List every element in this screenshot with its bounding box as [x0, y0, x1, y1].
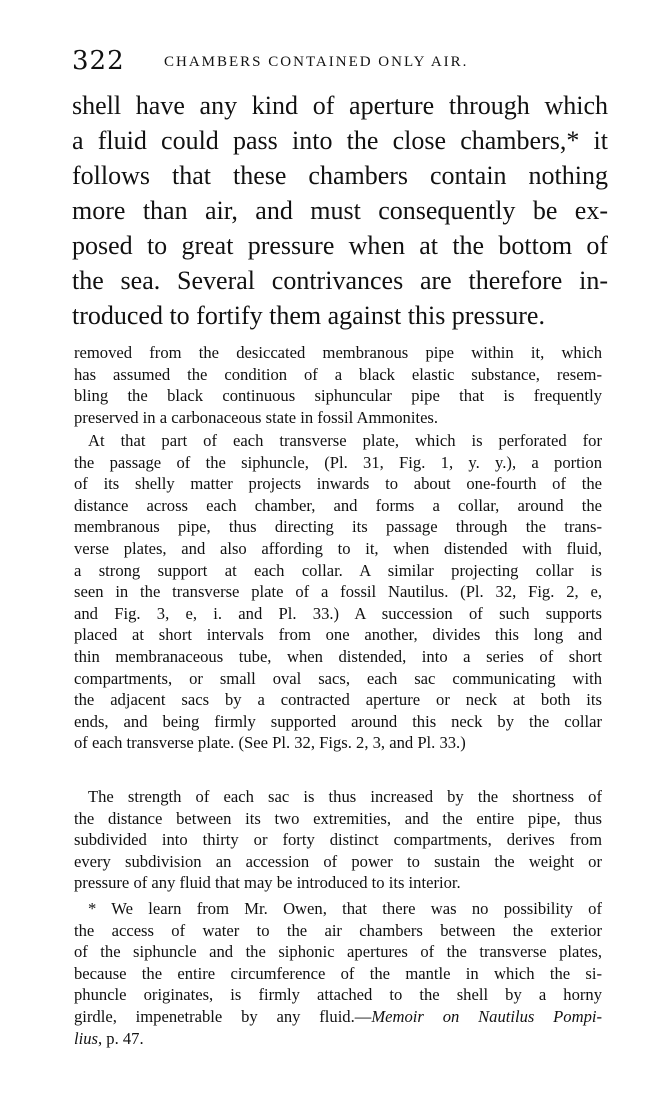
- note-line: subdivided into thirty or forty distinct compartments, derives from: [74, 830, 602, 850]
- main-text-line: more than air, and must consequently be ex-: [72, 196, 608, 225]
- note-line: a strong support at each collar. A similar projecting collar is: [74, 560, 602, 580]
- note-line: the distance between its two extremities, and the entire pipe, thus: [74, 808, 602, 828]
- footnote-line: of the siphuncle and the siphonic apertures of the transverse plates,: [74, 942, 602, 962]
- note-line: of each transverse plate. (See Pl. 32, Figs. 2, 3, and Pl. 33.): [74, 733, 466, 753]
- footnote-line: [74, 1028, 602, 1050]
- main-text-line: shell have any kind of aperture through which: [72, 91, 608, 120]
- note-line: distance across each chamber, and forms a collar, around the: [74, 495, 602, 515]
- note-line: every subdivision an accession of power to sustain the weight or: [74, 851, 602, 871]
- note-line: preserved in a carbonaceous state in fossil Ammonites.: [74, 407, 439, 427]
- footnote-line: phuncle originates, is firmly attached to the shell by a horny: [74, 985, 602, 1005]
- note-line: pressure of any fluid that may be introduced to its interior.: [74, 873, 461, 893]
- page-header: [72, 44, 612, 80]
- main-text-line: posed to great pressure when at the bottom of: [72, 231, 608, 260]
- note-line: of its shelly matter projects inwards to about one-fourth of the: [74, 474, 602, 494]
- footnote-line: [74, 1006, 602, 1028]
- note-line: seen in the transverse plate of a fossil Nautilus. (Pl. 32, Fig. 2, e,: [74, 582, 602, 602]
- citation-title: Memoir on Nautilus Pompi-: [371, 1006, 602, 1026]
- note-line: At that part of each transverse plate, which is perforated for: [88, 431, 602, 450]
- page-number: 322: [72, 46, 125, 76]
- citation-page: , p. 47.: [97, 1028, 144, 1048]
- main-text-line: troduced to fortify them against this pressure.: [72, 301, 545, 330]
- footnote-line: because the entire circumference of the mantle in which the si-: [74, 963, 602, 983]
- main-text-line: the sea. Several contrivances are therefore in-: [72, 266, 608, 295]
- footnote: [74, 898, 602, 1049]
- footnote-line: * We learn from Mr. Owen, that there was no possibility of: [88, 899, 602, 918]
- citation-title: lius: [74, 1028, 98, 1048]
- note-line: verse plates, and also affording to it, when distended with fluid,: [74, 538, 602, 558]
- note-line: bling the black continuous siphuncular pipe that is frequently: [74, 386, 602, 406]
- note-line: has assumed the condition of a black elastic substance, resem-: [74, 364, 602, 384]
- note-line: the adjacent sacs by a contracted aperture or neck at both its: [74, 690, 602, 710]
- note-paragraph-3: [74, 786, 602, 894]
- note-line: The strength of each sac is thus increased by the shortness of: [88, 787, 602, 806]
- note-line: membranous pipe, thus directing its passage through the trans-: [74, 517, 602, 537]
- main-text: [72, 88, 608, 333]
- note-line: ends, and being firmly supported around this neck by the collar: [74, 711, 602, 731]
- note-line: the passage of the siphuncle, (Pl. 31, Fig. 1, y. y.), a portion: [74, 452, 602, 472]
- note-line: compartments, or small oval sacs, each sac communicating with: [74, 668, 602, 688]
- running-title: CHAMBERS CONTAINED ONLY AIR.: [164, 54, 469, 70]
- note-line: thin membranaceous tube, when distended, into a series of short: [74, 646, 602, 666]
- note-paragraph-2: [74, 430, 602, 754]
- note-line: placed at short intervals from one another, divides this long and: [74, 625, 602, 645]
- footnote-text: girdle, impenetrable by any fluid.—: [74, 1006, 372, 1026]
- note-line: and Fig. 3, e, i. and Pl. 33.) A succession of such supports: [74, 603, 602, 623]
- main-text-line: follows that these chambers contain nothing: [72, 161, 608, 190]
- footnote-line: the access of water to the air chambers between the exterior: [74, 920, 602, 940]
- main-text-line: a fluid could pass into the close chambers,* it: [72, 126, 608, 155]
- note-line: removed from the desiccated membranous pipe within it, which: [74, 343, 602, 362]
- note-paragraph-1: [74, 342, 602, 428]
